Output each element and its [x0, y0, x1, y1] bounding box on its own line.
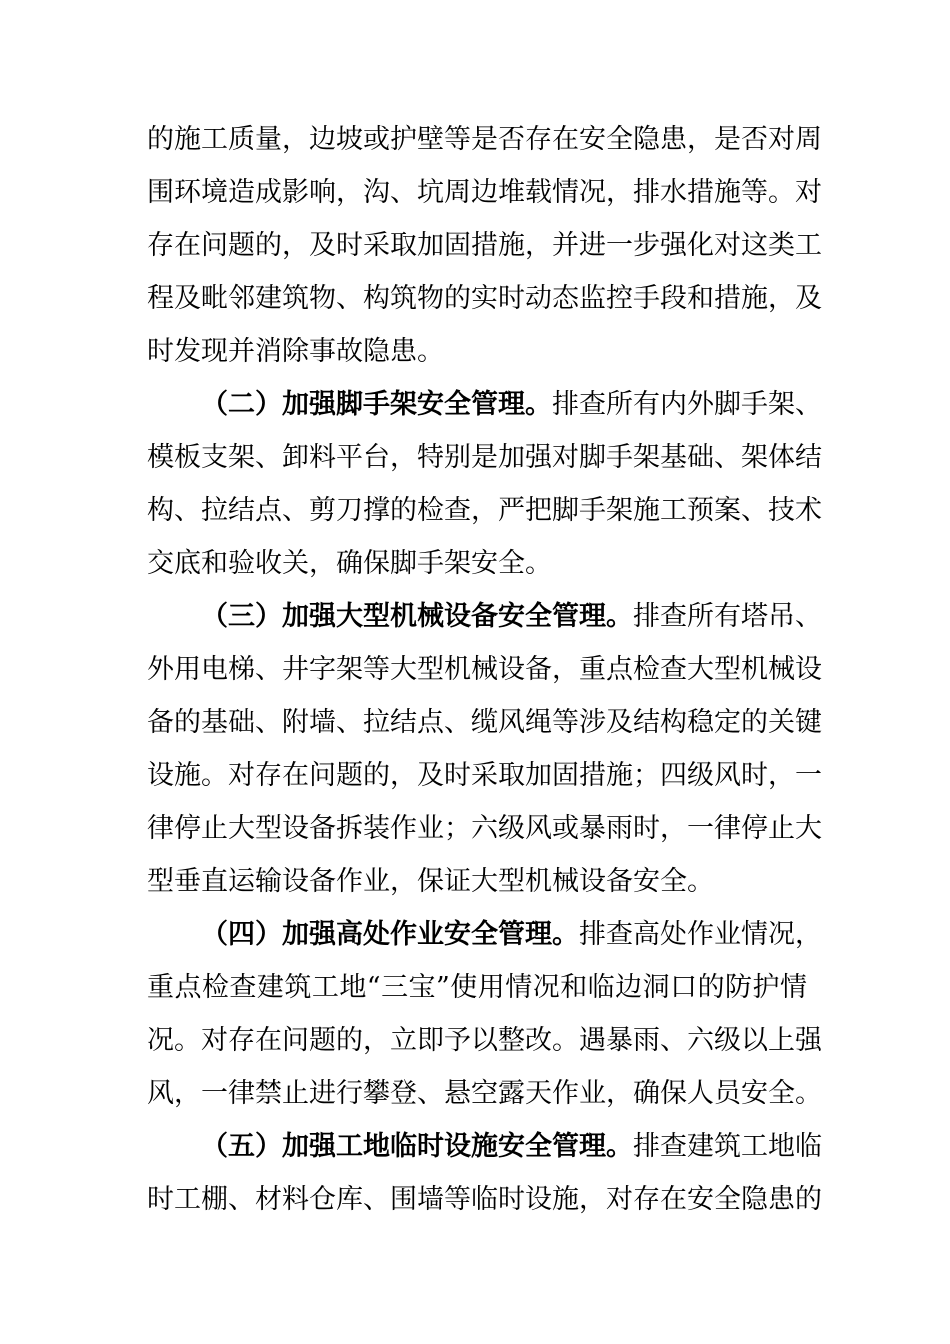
section-heading-line: （四）加强高处作业安全管理。排查高处作业情况，: [201, 919, 822, 950]
text-line: 况。对存在问题的，立即予以整改。遇暴雨、六级以上强: [147, 1025, 822, 1056]
section-heading-line: （二）加强脚手架安全管理。排查所有内外脚手架、: [201, 389, 822, 420]
text-line: 时发现并消除事故隐患。: [147, 336, 444, 367]
text-line: 构、拉结点、剪刀撑的检查，严把脚手架施工预案、技术: [147, 495, 822, 526]
text-line: 交底和验收关，确保脚手架安全。: [147, 548, 552, 579]
section-heading: （三）加强大型机械设备安全管理。: [201, 601, 633, 632]
text-line: 备的基础、附墙、拉结点、缆风绳等涉及结构稳定的关键: [147, 707, 822, 738]
section-heading: （四）加强高处作业安全管理。: [201, 919, 579, 950]
text-line: 模板支架、卸料平台，特别是加强对脚手架基础、架体结: [147, 442, 822, 473]
text-line: 重点检查建筑工地“三宝”使用情况和临边洞口的防护情: [147, 972, 807, 1003]
text-line: 风，一律禁止进行攀登、悬空露天作业，确保人员安全。: [147, 1078, 822, 1109]
text-line: 外用电梯、井字架等大型机械设备，重点检查大型机械设: [147, 654, 822, 685]
text-line: 的施工质量，边坡或护壁等是否存在安全隐患，是否对周: [147, 124, 822, 155]
section-heading: （二）加强脚手架安全管理。: [201, 389, 552, 420]
text-line: 存在问题的，及时采取加固措施，并进一步强化对这类工: [147, 230, 822, 261]
text-line: 程及毗邻建筑物、构筑物的实时动态监控手段和措施，及: [147, 283, 822, 314]
section-heading-line: （三）加强大型机械设备安全管理。排查所有塔吊、: [201, 601, 822, 632]
text-line: 时工棚、材料仓库、围墙等临时设施，对存在安全隐患的: [147, 1184, 822, 1215]
section-heading-line: （五）加强工地临时设施安全管理。排查建筑工地临: [201, 1131, 822, 1162]
text-line: 型垂直运输设备作业，保证大型机械设备安全。: [147, 866, 714, 897]
text-line: 设施。对存在问题的，及时采取加固措施；四级风时，一: [147, 760, 822, 791]
text-line: 围环境造成影响，沟、坑周边堆载情况，排水措施等。对: [147, 177, 822, 208]
text-line: 律停止大型设备拆装作业；六级风或暴雨时，一律停止大: [147, 813, 822, 844]
section-heading: （五）加强工地临时设施安全管理。: [201, 1131, 633, 1162]
